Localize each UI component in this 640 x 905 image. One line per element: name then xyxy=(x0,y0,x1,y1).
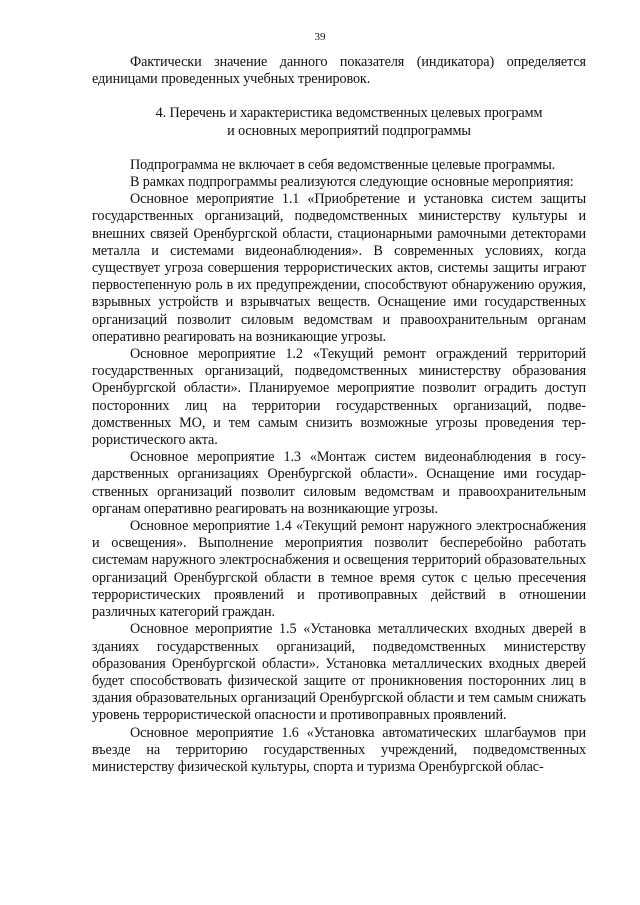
section-heading-line-1: 4. Перечень и характеристика ведомственных целевых программ xyxy=(155,105,543,122)
paragraph-activity-1-4: Основное мероприятие 1.4 «Текущий ремонт наружного электроснабжения и освещения». Выполнение мероприятия позволит бесперебойно работать системам наружного электроснабжения и освещения территорий образовательных организаций Оренбургской области в темное время суток с целью пресечения террористических проявлений и противоправных действий в отношении различных категорий граждан. xyxy=(92,518,586,621)
paragraph-activity-1-2: Основное мероприятие 1.2 «Текущий ремонт ограждений территорий государственных организаций, подведомственных министерству образования Оренбургской области». Планируемое мероприятие позволит оградить доступ посторонних лиц на территории государственных организаций, подведомственных МО, и тем самым снизить возможные угрозы проведения террористического акта. xyxy=(92,346,586,449)
paragraph-activities-intro: В рамках подпрограммы реализуются следующие основные мероприятия: xyxy=(130,174,574,191)
intro-paragraph: Фактически значение данного показателя (индикатора) определяется единицами проведенных учебных тренировок. xyxy=(92,54,586,88)
section-heading xyxy=(92,105,586,139)
paragraph-activity-1-5: Основное мероприятие 1.5 «Установка металлических входных дверей в зданиях государственных организаций, подведомственных министерству образования Оренбургской области». Установка металлических входных дверей будет способствовать физической защите от проникновения посторонних лиц в здания образовательных организаций Оренбургской области и тем самым снижать уровень террористической опасности и противоправных проявлений. xyxy=(92,621,586,724)
page-number: 39 xyxy=(314,31,326,43)
paragraph-activity-1-6: Основное мероприятие 1.6 «Установка автоматических шлагбаумов при въезде на территорию государственных учреждений, подведомственных министерству физической культуры, спорта и туризма Оренбургской облас- xyxy=(92,724,586,775)
paragraph-no-departmental-programs: Подпрограмма не включает в себя ведомственные целевые программы. xyxy=(130,156,556,173)
paragraph-activity-1-3: Основное мероприятие 1.3 «Монтаж систем видеонаблюдения в государственных организациях Оренбургской области». Оснащение ими государственных организаций позволит силовым ведомствам и правоохранительным органам оперативно реагировать на возникающие угрозы. xyxy=(92,449,586,517)
paragraph-activity-1-1: Основное мероприятие 1.1 «Приобретение и установка систем защиты государственных организаций, подведомственных министерству культуры и внешних связей Оренбургской области, стационарными рамочными детекторами металла и системами видеонаблюдения». В современных условиях, когда существует угроза совершения террористических актов, системы защиты играют первостепенную роль в их предупреждении, способствуют обнаружению оружия, взрывных устройств и взрывчатых веществ. Оснащение ими государственных организаций позволит силовым ведомствам и правоохранительным органам оперативно реагировать на возникающие угрозы. xyxy=(92,191,586,345)
page-body xyxy=(92,54,586,776)
section-heading-line-2: и основных мероприятий подпрограммы xyxy=(227,122,471,139)
